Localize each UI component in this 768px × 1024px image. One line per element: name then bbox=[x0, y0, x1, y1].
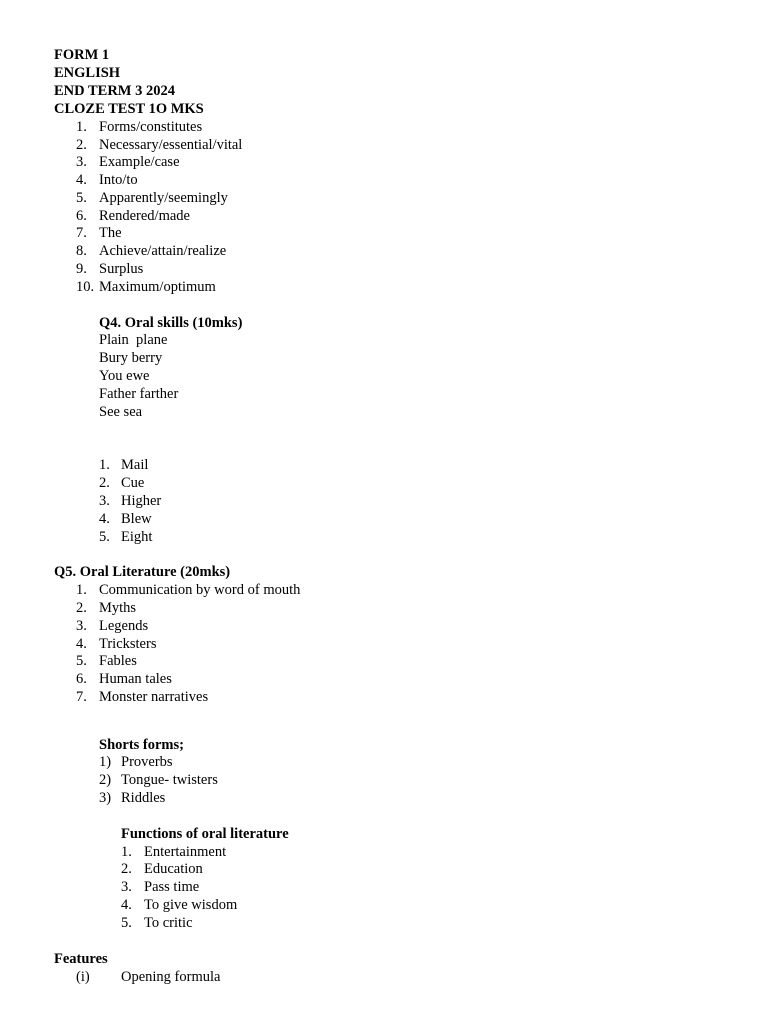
list-text: Cue bbox=[121, 475, 145, 491]
oral-literature-title: Q5. Oral Literature (20mks) bbox=[54, 564, 231, 580]
list-number: 4. bbox=[76, 636, 87, 652]
list-text: Maximum/optimum bbox=[99, 279, 216, 295]
list-text: Legends bbox=[99, 618, 149, 634]
homophone-pair: Father farther bbox=[99, 386, 179, 402]
list-number: 2. bbox=[99, 475, 110, 491]
functions-title: Functions of oral literature bbox=[121, 826, 289, 842]
features-title: Features bbox=[54, 951, 108, 967]
list-text: Riddles bbox=[121, 790, 166, 806]
list-text: Mail bbox=[121, 457, 149, 473]
homophone-pair: Plain plane bbox=[99, 332, 168, 348]
list-text: Apparently/seemingly bbox=[99, 190, 228, 206]
list-number: 1) bbox=[99, 754, 112, 770]
list-number: 2. bbox=[76, 137, 87, 153]
list-number: 5. bbox=[76, 190, 87, 206]
subject-heading: ENGLISH bbox=[54, 65, 121, 81]
list-text: Achieve/attain/realize bbox=[99, 243, 227, 259]
list-number: 5. bbox=[76, 653, 87, 669]
list-number: 4. bbox=[121, 897, 132, 913]
list-number: 5. bbox=[99, 529, 110, 545]
list-number: 1. bbox=[121, 844, 132, 860]
list-text: Higher bbox=[121, 493, 162, 509]
list-number: 1. bbox=[76, 582, 87, 598]
list-text: Blew bbox=[121, 511, 152, 527]
list-text: Necessary/essential/vital bbox=[99, 137, 243, 153]
list-text: Eight bbox=[121, 529, 153, 545]
homophone-pair: See sea bbox=[99, 404, 143, 420]
list-number: 2. bbox=[121, 861, 132, 877]
list-text: Myths bbox=[99, 600, 137, 616]
list-text: Tongue- twisters bbox=[121, 772, 218, 788]
list-text: Into/to bbox=[99, 172, 138, 188]
list-number: 2. bbox=[76, 600, 87, 616]
list-text: Opening formula bbox=[121, 969, 221, 985]
list-number: 3. bbox=[76, 618, 87, 634]
list-number: 1. bbox=[99, 457, 110, 473]
list-text: Human tales bbox=[99, 671, 172, 687]
list-text: Rendered/made bbox=[99, 208, 190, 224]
list-number: 9. bbox=[76, 261, 87, 277]
list-number: 10. bbox=[76, 279, 95, 295]
list-text: Education bbox=[144, 861, 203, 877]
list-text: To give wisdom bbox=[144, 897, 238, 913]
term-heading: END TERM 3 2024 bbox=[54, 83, 175, 99]
list-text: Forms/constitutes bbox=[99, 119, 203, 135]
list-text: Monster narratives bbox=[99, 689, 209, 705]
list-text: Communication by word of mouth bbox=[99, 582, 301, 598]
homophone-pair: You ewe bbox=[99, 368, 150, 384]
list-text: Proverbs bbox=[121, 754, 173, 770]
list-text: Fables bbox=[99, 653, 137, 669]
short-forms-title: Shorts forms; bbox=[99, 737, 184, 753]
list-number: 6. bbox=[76, 671, 87, 687]
oral-skills-title: Q4. Oral skills (10mks) bbox=[99, 315, 243, 331]
list-number: (i) bbox=[76, 969, 90, 985]
list-number: 4. bbox=[99, 511, 110, 527]
homophone-pair: Bury berry bbox=[99, 350, 163, 366]
list-text: Entertainment bbox=[144, 844, 227, 860]
list-number: 1. bbox=[76, 119, 87, 135]
list-number: 8. bbox=[76, 243, 87, 259]
list-number: 2) bbox=[99, 772, 112, 788]
form-heading: FORM 1 bbox=[54, 47, 110, 63]
list-number: 3) bbox=[99, 790, 112, 806]
list-number: 5. bbox=[121, 915, 132, 931]
list-text: Pass time bbox=[144, 879, 200, 895]
list-number: 3. bbox=[121, 879, 132, 895]
list-text: To critic bbox=[144, 915, 193, 931]
list-number: 7. bbox=[76, 689, 87, 705]
list-text: Tricksters bbox=[99, 636, 157, 652]
list-text: The bbox=[99, 225, 122, 241]
list-number: 6. bbox=[76, 208, 87, 224]
list-number: 4. bbox=[76, 172, 87, 188]
list-number: 3. bbox=[99, 493, 110, 509]
cloze-title: CLOZE TEST 1O MKS bbox=[54, 101, 204, 117]
list-number: 3. bbox=[76, 154, 87, 170]
list-text: Surplus bbox=[99, 261, 144, 277]
list-text: Example/case bbox=[99, 154, 180, 170]
list-number: 7. bbox=[76, 225, 87, 241]
